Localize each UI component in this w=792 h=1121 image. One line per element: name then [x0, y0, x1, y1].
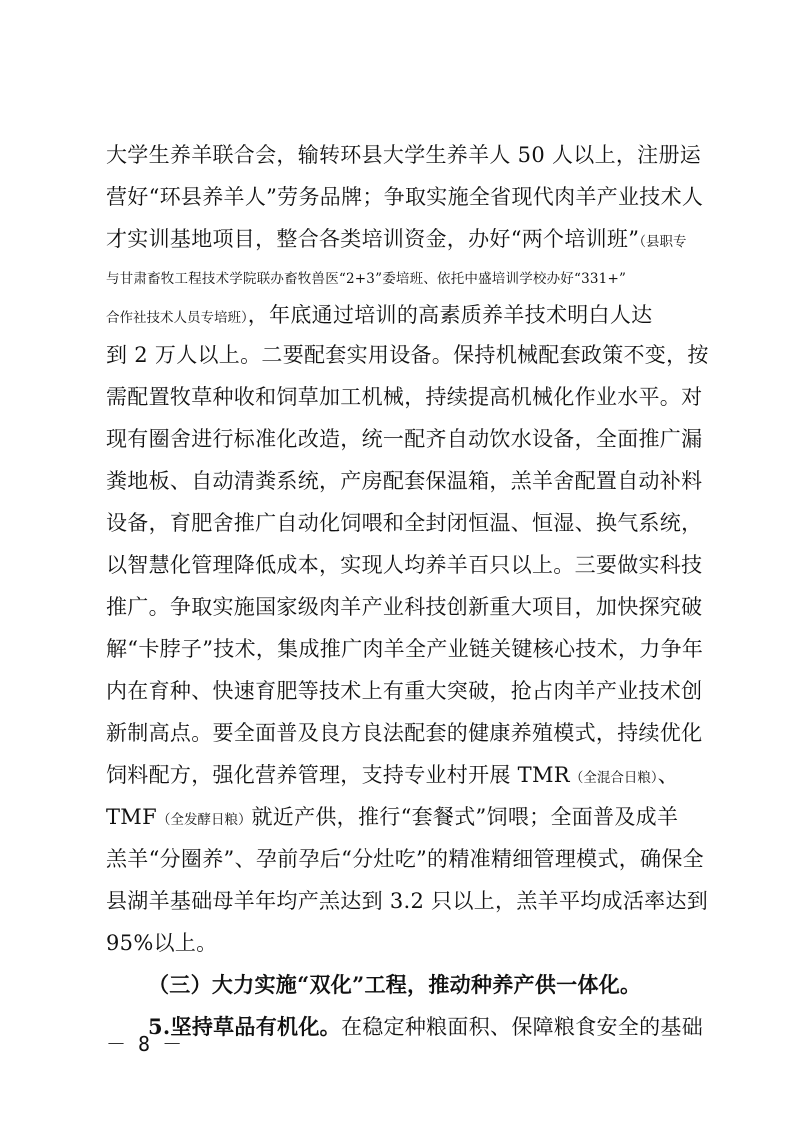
annotation-text-line: 与甘肃畜牧工程技术学院联办畜牧兽医“2+3”委培班、依托中盛培训学校办好“331+” [106, 271, 627, 287]
body-text-line [148, 1012, 704, 1042]
body-text: 、 [657, 763, 679, 787]
body-text-line: 设备，育肥舍推广自动化饲喂和全封闭恒温、恒湿、换气系统， [106, 511, 703, 535]
section-heading: （三）大力实施“双化”工程，推动种养产供一体化。 [148, 972, 642, 997]
annotation-text: （县职专 [639, 234, 687, 250]
body-text-line: 推广。争取实施国家级肉羊产业科技创新重大项目，加快探究破 [106, 595, 703, 619]
body-text-line: 现有圈舍进行标准化改造，统一配齐自动饮水设备，全面推广漏 [106, 427, 703, 451]
body-text-line: 95%以上。 [106, 931, 218, 955]
body-text-line: 新制高点。要全面普及良方良法配套的健康养殖模式，持续优化 [106, 721, 703, 745]
body-text-line: 营好“环县养羊人”劳务品牌；争取实施全省现代肉羊产业技术人 [106, 185, 704, 209]
body-text-line [106, 802, 692, 835]
annotation-text: （全发酵日粮） [156, 812, 252, 828]
page-number: － 8 － [106, 1032, 183, 1056]
body-text-line: 解“卡脖子”技术，集成推广肉羊全产业链关键核心技术，力争年 [106, 637, 704, 661]
body-text: ，年底通过培训的高素质养羊技术明白人达 [247, 303, 653, 327]
body-text: 就近产供，推行“套餐式”饲喂；全面普及成羊 [251, 805, 679, 829]
body-text-line: 以智慧化管理降低成本，实现人均养羊百只以上。三要做实科技 [106, 553, 703, 577]
body-text-line: 内在育种、快速育肥等技术上有重大突破，抢占肉羊产业技术创 [106, 679, 703, 703]
body-text: TMF [106, 805, 157, 829]
body-text-line [106, 224, 692, 257]
body-text-line: 羔羊“分圈养”、孕前孕后“分灶吃”的精准精细管理模式，确保全 [106, 847, 704, 871]
body-text-line: 县湖羊基础母羊年均产羔达到 3.2 只以上，羔羊平均成活率达到 [106, 889, 709, 913]
body-text-line: 大学生养羊联合会，输转环县大学生养羊人 50 人以上，注册运 [106, 143, 702, 167]
subsection-heading: 5.坚持草品有机化。 [148, 1014, 341, 1039]
body-text-line: 到 2 万人以上。二要配套实用设备。保持机械配套政策不变，按 [106, 343, 709, 367]
annotation-text: 合作社技术人员专培班） [106, 310, 248, 326]
body-text: 饲料配方，强化营养管理，支持专业村开展 TMR [106, 763, 570, 787]
body-text-line: 粪地板、自动清粪系统，产房配套保温箱，羔羊舍配置自动补料 [106, 469, 703, 493]
body-text: 在稳定种粮面积、保障粮食安全的基础 [340, 1015, 704, 1039]
body-text-line [106, 300, 692, 333]
body-text-line: 需配置牧草种收和饲草加工机械，持续提高机械化作业水平。对 [106, 385, 703, 409]
body-text-line [106, 760, 692, 793]
body-text: 才实训基地项目，整合各类培训资金，办好“两个培训班” [106, 227, 640, 251]
annotation-text: （全混合日粮） [569, 770, 658, 786]
